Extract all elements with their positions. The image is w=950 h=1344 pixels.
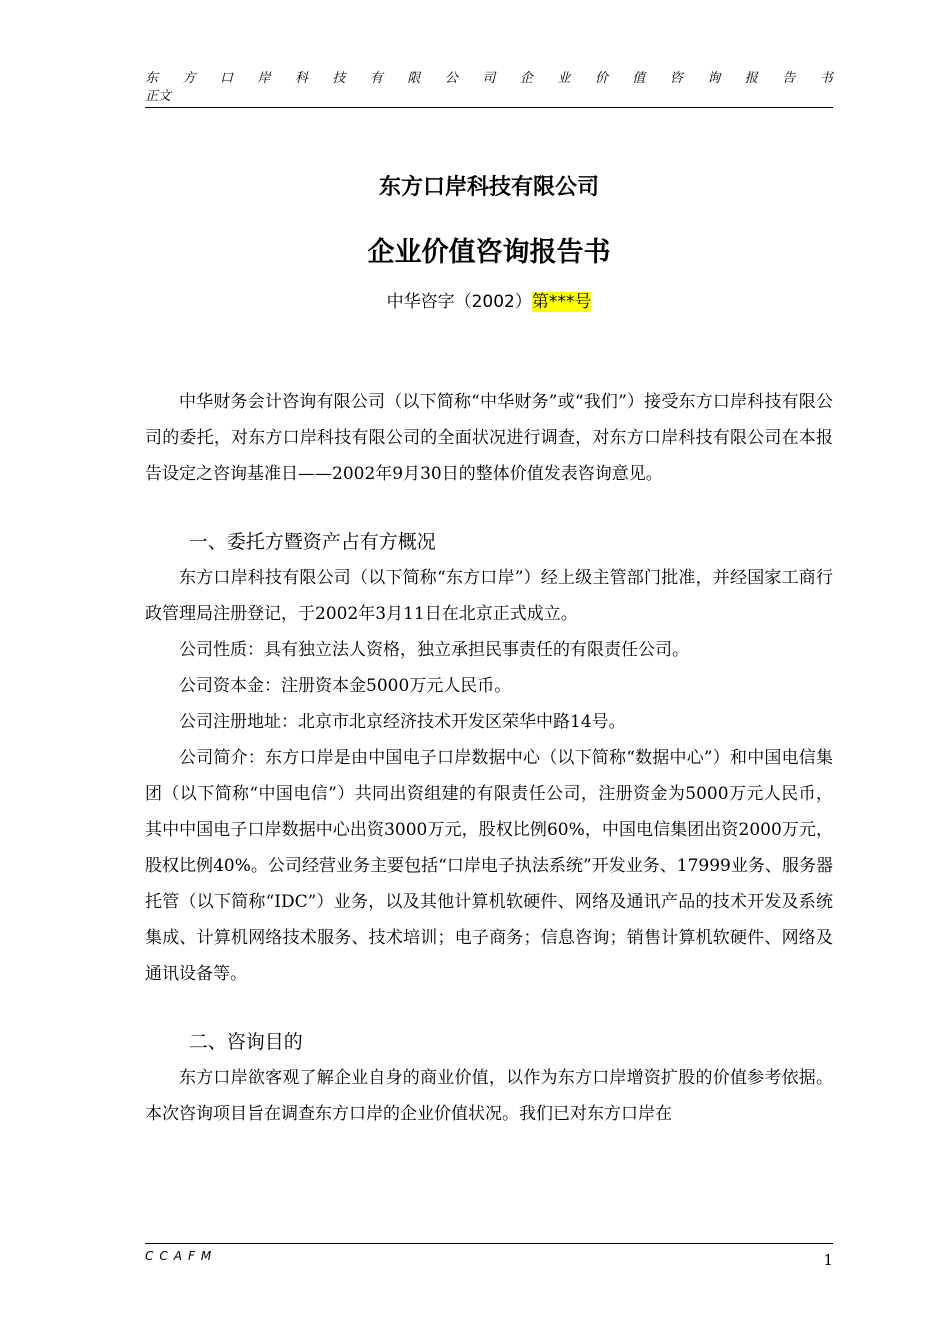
- section1-paragraph-1: 东方口岸科技有限公司（以下简称“东方口岸”）经上级主管部门批准，并经国家工商行政管理局注册登记，于2002年3月11日在北京正式成立。: [145, 568, 833, 624]
- running-header-char: 岸: [257, 71, 271, 86]
- running-header-section: 正文: [145, 89, 172, 104]
- page-number: 1: [823, 1251, 833, 1269]
- running-header-char: 书: [819, 71, 833, 86]
- section1-paragraph-3: 公司资本金：注册资本金5000万元人民币。: [179, 676, 512, 696]
- running-header-char: 东: [145, 71, 159, 86]
- running-header-char: 司: [482, 71, 496, 86]
- running-header-char: 咨: [669, 71, 683, 86]
- header-divider: [145, 107, 833, 108]
- report-body: [145, 384, 833, 1132]
- running-header-char: 值: [632, 71, 646, 86]
- footer-divider: [145, 1243, 833, 1244]
- company-title: 东方口岸科技有限公司: [378, 175, 599, 200]
- document-number-prefix: 中华咨字（2002）: [386, 292, 532, 312]
- running-header-char: 询: [707, 71, 721, 86]
- running-header-char: 有: [369, 71, 383, 86]
- running-header: [145, 70, 833, 105]
- document-number-highlight: 第***号: [531, 292, 592, 312]
- section2-paragraph-1: 东方口岸欲客观了解企业自身的商业价值，以作为东方口岸增资扩股的价值参考依据。本次咨询项目旨在调查东方口岸的企业价值状况。我们已对东方口岸在: [145, 1068, 833, 1124]
- report-title: 企业价值咨询报告书: [367, 237, 611, 268]
- document-number: [145, 287, 833, 312]
- running-header-title: [145, 70, 833, 87]
- running-header-char: 告: [782, 71, 796, 86]
- intro-paragraph: 中华财务会计咨询有限公司（以下简称“中华财务”或“我们”）接受东方口岸科技有限公司的委托，对东方口岸科技有限公司的全面状况进行调查，对东方口岸科技有限公司在本报告设定之咨询基准日——2002年9月30日的整体价值发表咨询意见。: [145, 392, 833, 484]
- section1-heading: 一、委托方暨资产占有方概况: [188, 531, 436, 553]
- running-header-char: 企: [519, 71, 533, 86]
- section2-heading: 二、咨询目的: [188, 1031, 303, 1053]
- running-header-char: 口: [219, 71, 233, 86]
- section1-paragraph-4: 公司注册地址：北京市北京经济技术开发区荣华中路14号。: [179, 712, 626, 732]
- running-header-char: 方: [182, 71, 196, 86]
- running-header-char: 价: [594, 71, 608, 86]
- footer-label: CCAFM: [145, 1249, 218, 1263]
- section1-paragraph-2: 公司性质：具有独立法人资格，独立承担民事责任的有限责任公司。: [179, 640, 689, 660]
- running-header-char: 公: [444, 71, 458, 86]
- running-header-char: 报: [744, 71, 758, 86]
- running-header-char: 科: [294, 71, 308, 86]
- running-header-char: 技: [332, 71, 346, 86]
- running-header-char: 限: [407, 71, 421, 86]
- section1-paragraph-5: 公司简介：东方口岸是由中国电子口岸数据中心（以下简称“数据中心”）和中国电信集团（以下简称“中国电信”）共同出资组建的有限责任公司，注册资金为5000万元人民币，其中中国电子口岸数据中心出资3000万元，股权比例60%，中国电信集团出资2000万元，股权比例40%。公司经营业务主要包括“口岸电子执法系统”开发业务、17999业务、服务器托管（以下简称“IDC”）业务，以及其他计算机软硬件、网络及通讯产品的技术开发及系统集成、计算机网络技术服务、技术培训；电子商务；信息咨询；销售计算机软硬件、网络及通讯设备等。: [145, 748, 833, 984]
- running-header-char: 业: [557, 71, 571, 86]
